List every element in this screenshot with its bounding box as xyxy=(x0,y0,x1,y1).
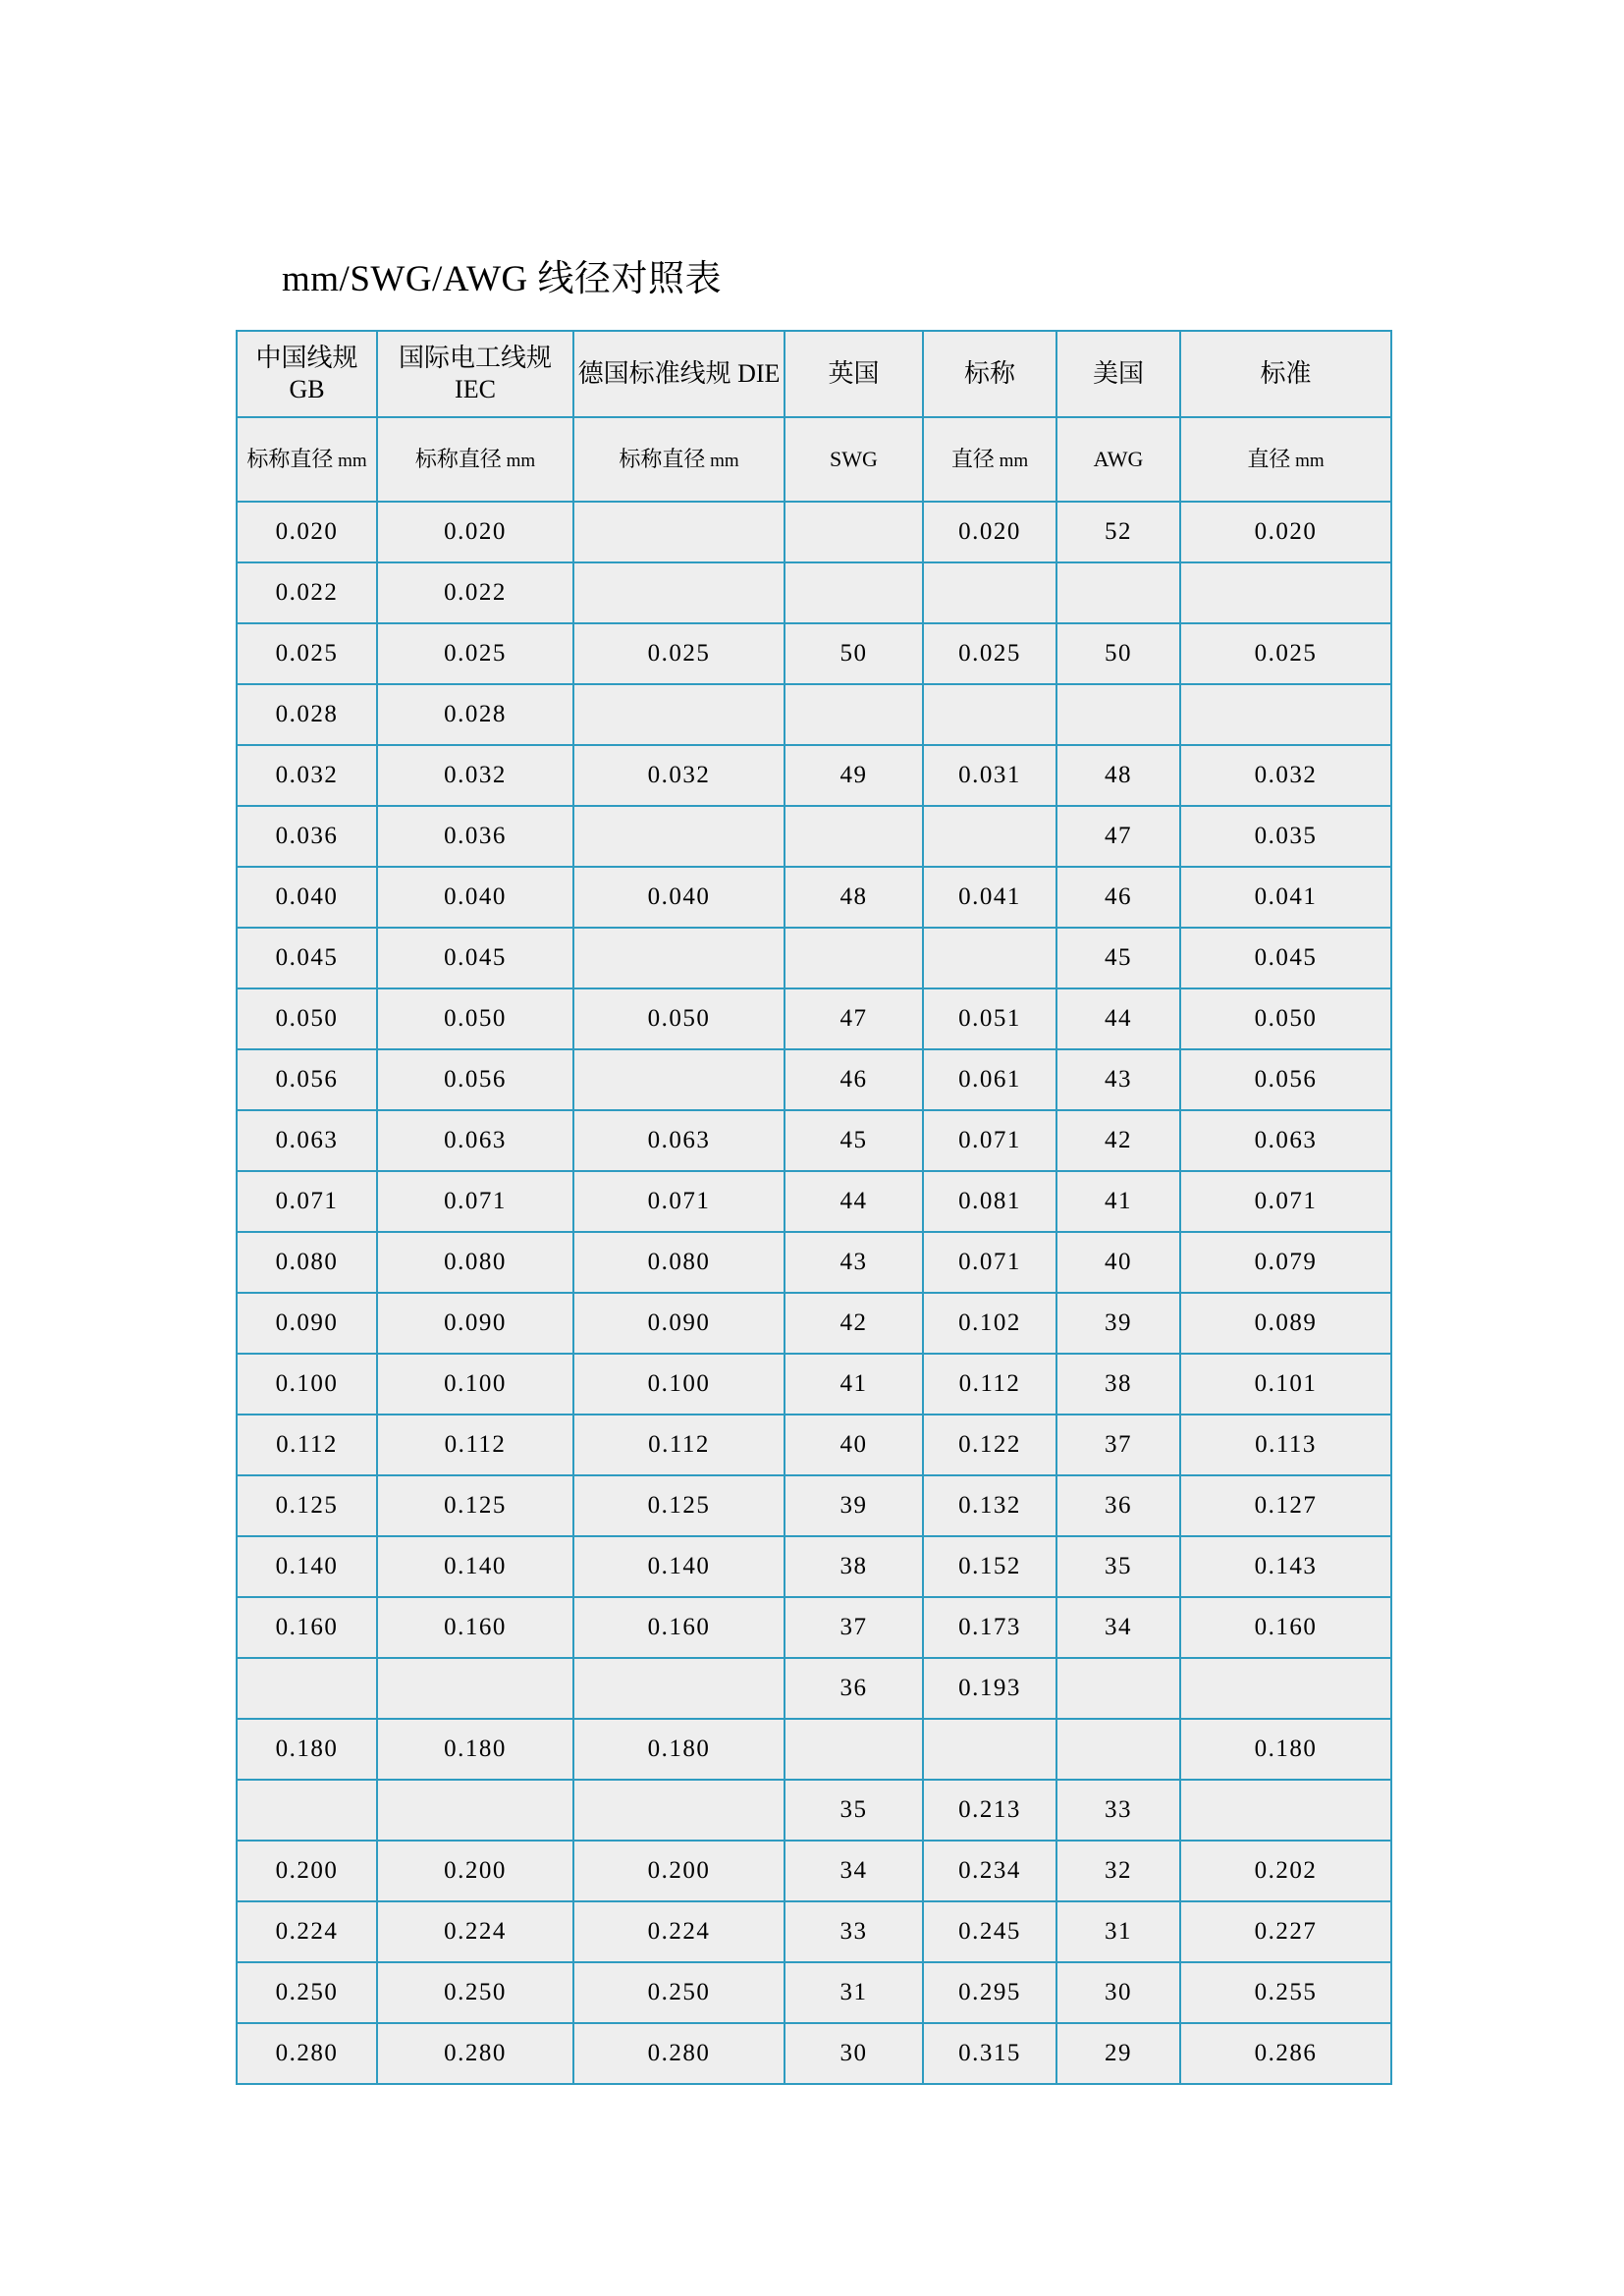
cell-standard: 0.050 xyxy=(1180,988,1391,1049)
cell-awg: 38 xyxy=(1056,1354,1180,1415)
cell-swg: 35 xyxy=(785,1780,923,1841)
subheader-standard-diameter: 直径 mm xyxy=(1180,417,1391,502)
cell-awg: 32 xyxy=(1056,1841,1180,1901)
cell-gb: 0.025 xyxy=(237,623,377,684)
table-row xyxy=(237,745,1391,806)
table-header-row-primary xyxy=(237,331,1391,417)
cell-awg: 40 xyxy=(1056,1232,1180,1293)
column-header-uk: 英国 xyxy=(785,331,923,417)
cell-gb: 0.224 xyxy=(237,1901,377,1962)
table-row xyxy=(237,1658,1391,1719)
column-header-die: 德国标准线规 DIE xyxy=(573,331,785,417)
cell-nominal xyxy=(923,1719,1056,1780)
cell-nominal: 0.152 xyxy=(923,1536,1056,1597)
table-row xyxy=(237,1049,1391,1110)
cell-swg: 36 xyxy=(785,1658,923,1719)
cell-swg xyxy=(785,684,923,745)
table-header-row-secondary xyxy=(237,417,1391,502)
cell-swg: 42 xyxy=(785,1293,923,1354)
cell-iec: 0.100 xyxy=(377,1354,573,1415)
cell-standard: 0.227 xyxy=(1180,1901,1391,1962)
cell-gb: 0.056 xyxy=(237,1049,377,1110)
cell-awg xyxy=(1056,562,1180,623)
cell-nominal xyxy=(923,684,1056,745)
table-row xyxy=(237,502,1391,562)
cell-iec: 0.056 xyxy=(377,1049,573,1110)
cell-iec: 0.063 xyxy=(377,1110,573,1171)
cell-swg xyxy=(785,562,923,623)
cell-gb xyxy=(237,1780,377,1841)
cell-die xyxy=(573,684,785,745)
table-row xyxy=(237,562,1391,623)
cell-iec: 0.025 xyxy=(377,623,573,684)
cell-swg xyxy=(785,502,923,562)
cell-iec: 0.160 xyxy=(377,1597,573,1658)
cell-die xyxy=(573,806,785,867)
table-row xyxy=(237,684,1391,745)
cell-die: 0.080 xyxy=(573,1232,785,1293)
cell-nominal: 0.025 xyxy=(923,623,1056,684)
cell-swg: 40 xyxy=(785,1415,923,1475)
cell-iec: 0.280 xyxy=(377,2023,573,2084)
cell-iec: 0.125 xyxy=(377,1475,573,1536)
cell-standard: 0.143 xyxy=(1180,1536,1391,1597)
cell-swg: 30 xyxy=(785,2023,923,2084)
subheader-awg: AWG xyxy=(1056,417,1180,502)
cell-nominal: 0.315 xyxy=(923,2023,1056,2084)
cell-gb: 0.040 xyxy=(237,867,377,928)
cell-gb: 0.032 xyxy=(237,745,377,806)
cell-gb: 0.200 xyxy=(237,1841,377,1901)
cell-standard: 0.127 xyxy=(1180,1475,1391,1536)
cell-nominal: 0.061 xyxy=(923,1049,1056,1110)
cell-gb: 0.140 xyxy=(237,1536,377,1597)
cell-iec: 0.028 xyxy=(377,684,573,745)
cell-awg: 39 xyxy=(1056,1293,1180,1354)
cell-die xyxy=(573,562,785,623)
cell-standard: 0.079 xyxy=(1180,1232,1391,1293)
table-row xyxy=(237,1232,1391,1293)
column-header-gb: 中国线规 GB xyxy=(237,331,377,417)
cell-swg: 33 xyxy=(785,1901,923,1962)
cell-nominal: 0.071 xyxy=(923,1232,1056,1293)
cell-gb: 0.100 xyxy=(237,1354,377,1415)
cell-swg: 44 xyxy=(785,1171,923,1232)
cell-swg: 39 xyxy=(785,1475,923,1536)
cell-swg xyxy=(785,928,923,988)
cell-swg: 41 xyxy=(785,1354,923,1415)
cell-standard: 0.041 xyxy=(1180,867,1391,928)
cell-swg: 49 xyxy=(785,745,923,806)
table-row xyxy=(237,623,1391,684)
cell-nominal: 0.031 xyxy=(923,745,1056,806)
table-row xyxy=(237,2023,1391,2084)
cell-iec: 0.080 xyxy=(377,1232,573,1293)
cell-die: 0.224 xyxy=(573,1901,785,1962)
column-header-standard: 标准 xyxy=(1180,331,1391,417)
cell-standard: 0.032 xyxy=(1180,745,1391,806)
cell-awg: 50 xyxy=(1056,623,1180,684)
cell-swg: 46 xyxy=(785,1049,923,1110)
cell-nominal: 0.234 xyxy=(923,1841,1056,1901)
table-row xyxy=(237,928,1391,988)
cell-standard: 0.202 xyxy=(1180,1841,1391,1901)
cell-die: 0.200 xyxy=(573,1841,785,1901)
cell-nominal: 0.102 xyxy=(923,1293,1056,1354)
table-row xyxy=(237,1354,1391,1415)
cell-standard: 0.089 xyxy=(1180,1293,1391,1354)
cell-gb xyxy=(237,1658,377,1719)
cell-standard xyxy=(1180,562,1391,623)
cell-die: 0.032 xyxy=(573,745,785,806)
cell-nominal: 0.173 xyxy=(923,1597,1056,1658)
cell-nominal: 0.213 xyxy=(923,1780,1056,1841)
cell-nominal: 0.081 xyxy=(923,1171,1056,1232)
cell-swg: 47 xyxy=(785,988,923,1049)
cell-swg: 38 xyxy=(785,1536,923,1597)
cell-iec: 0.090 xyxy=(377,1293,573,1354)
cell-nominal: 0.071 xyxy=(923,1110,1056,1171)
cell-gb: 0.080 xyxy=(237,1232,377,1293)
subheader-die-diameter: 标称直径 mm xyxy=(573,417,785,502)
cell-die: 0.250 xyxy=(573,1962,785,2023)
cell-iec: 0.032 xyxy=(377,745,573,806)
cell-nominal: 0.295 xyxy=(923,1962,1056,2023)
table-row xyxy=(237,867,1391,928)
table-row xyxy=(237,1719,1391,1780)
cell-iec: 0.045 xyxy=(377,928,573,988)
cell-awg: 35 xyxy=(1056,1536,1180,1597)
cell-standard: 0.063 xyxy=(1180,1110,1391,1171)
cell-awg: 41 xyxy=(1056,1171,1180,1232)
cell-iec: 0.224 xyxy=(377,1901,573,1962)
cell-gb: 0.028 xyxy=(237,684,377,745)
cell-standard: 0.020 xyxy=(1180,502,1391,562)
cell-die: 0.090 xyxy=(573,1293,785,1354)
table-row xyxy=(237,1415,1391,1475)
cell-swg: 43 xyxy=(785,1232,923,1293)
subheader-gb-diameter: 标称直径 mm xyxy=(237,417,377,502)
cell-nominal: 0.051 xyxy=(923,988,1056,1049)
cell-swg: 31 xyxy=(785,1962,923,2023)
cell-awg: 31 xyxy=(1056,1901,1180,1962)
cell-gb: 0.063 xyxy=(237,1110,377,1171)
column-header-usa: 美国 xyxy=(1056,331,1180,417)
table-row xyxy=(237,806,1391,867)
cell-gb: 0.050 xyxy=(237,988,377,1049)
cell-iec xyxy=(377,1658,573,1719)
cell-iec: 0.050 xyxy=(377,988,573,1049)
cell-die: 0.025 xyxy=(573,623,785,684)
cell-standard: 0.286 xyxy=(1180,2023,1391,2084)
cell-gb: 0.250 xyxy=(237,1962,377,2023)
cell-die: 0.125 xyxy=(573,1475,785,1536)
cell-awg: 48 xyxy=(1056,745,1180,806)
table-row xyxy=(237,1110,1391,1171)
cell-die xyxy=(573,1049,785,1110)
cell-nominal xyxy=(923,928,1056,988)
cell-swg: 37 xyxy=(785,1597,923,1658)
cell-awg xyxy=(1056,1658,1180,1719)
cell-iec xyxy=(377,1780,573,1841)
cell-iec: 0.022 xyxy=(377,562,573,623)
cell-iec: 0.250 xyxy=(377,1962,573,2023)
cell-iec: 0.140 xyxy=(377,1536,573,1597)
cell-nominal: 0.193 xyxy=(923,1658,1056,1719)
cell-gb: 0.112 xyxy=(237,1415,377,1475)
subheader-iec-diameter: 标称直径 mm xyxy=(377,417,573,502)
cell-awg: 34 xyxy=(1056,1597,1180,1658)
cell-standard: 0.113 xyxy=(1180,1415,1391,1475)
cell-standard: 0.180 xyxy=(1180,1719,1391,1780)
cell-die xyxy=(573,928,785,988)
cell-die: 0.280 xyxy=(573,2023,785,2084)
subheader-swg: SWG xyxy=(785,417,923,502)
cell-die xyxy=(573,1780,785,1841)
cell-awg: 43 xyxy=(1056,1049,1180,1110)
cell-swg xyxy=(785,1719,923,1780)
cell-die: 0.040 xyxy=(573,867,785,928)
cell-gb: 0.180 xyxy=(237,1719,377,1780)
cell-standard: 0.045 xyxy=(1180,928,1391,988)
cell-standard: 0.071 xyxy=(1180,1171,1391,1232)
cell-gb: 0.160 xyxy=(237,1597,377,1658)
cell-swg: 48 xyxy=(785,867,923,928)
table-row xyxy=(237,1536,1391,1597)
cell-awg: 46 xyxy=(1056,867,1180,928)
cell-standard: 0.025 xyxy=(1180,623,1391,684)
cell-gb: 0.090 xyxy=(237,1293,377,1354)
cell-swg: 50 xyxy=(785,623,923,684)
cell-awg xyxy=(1056,684,1180,745)
subheader-nominal-diameter: 直径 mm xyxy=(923,417,1056,502)
table-row xyxy=(237,1293,1391,1354)
wire-gauge-comparison-table xyxy=(236,330,1392,2085)
cell-swg xyxy=(785,806,923,867)
table-row xyxy=(237,1597,1391,1658)
cell-gb: 0.071 xyxy=(237,1171,377,1232)
table-body xyxy=(237,502,1391,2084)
cell-iec: 0.112 xyxy=(377,1415,573,1475)
cell-standard xyxy=(1180,1780,1391,1841)
cell-die: 0.160 xyxy=(573,1597,785,1658)
cell-standard: 0.255 xyxy=(1180,1962,1391,2023)
column-header-iec: 国际电工线规 IEC xyxy=(377,331,573,417)
cell-nominal xyxy=(923,562,1056,623)
cell-die: 0.140 xyxy=(573,1536,785,1597)
cell-nominal: 0.132 xyxy=(923,1475,1056,1536)
cell-iec: 0.020 xyxy=(377,502,573,562)
cell-standard xyxy=(1180,684,1391,745)
table-row xyxy=(237,988,1391,1049)
column-header-nominal: 标称 xyxy=(923,331,1056,417)
cell-awg: 42 xyxy=(1056,1110,1180,1171)
cell-awg: 44 xyxy=(1056,988,1180,1049)
cell-die: 0.063 xyxy=(573,1110,785,1171)
cell-nominal: 0.112 xyxy=(923,1354,1056,1415)
cell-gb: 0.125 xyxy=(237,1475,377,1536)
cell-awg: 47 xyxy=(1056,806,1180,867)
cell-gb: 0.280 xyxy=(237,2023,377,2084)
cell-standard: 0.101 xyxy=(1180,1354,1391,1415)
cell-awg: 30 xyxy=(1056,1962,1180,2023)
page-title: mm/SWG/AWG 线径对照表 xyxy=(282,258,722,299)
cell-swg: 34 xyxy=(785,1841,923,1901)
cell-awg: 36 xyxy=(1056,1475,1180,1536)
cell-die: 0.100 xyxy=(573,1354,785,1415)
cell-die xyxy=(573,502,785,562)
cell-nominal: 0.245 xyxy=(923,1901,1056,1962)
cell-standard: 0.035 xyxy=(1180,806,1391,867)
table-row xyxy=(237,1901,1391,1962)
cell-standard: 0.056 xyxy=(1180,1049,1391,1110)
cell-nominal xyxy=(923,806,1056,867)
cell-awg: 33 xyxy=(1056,1780,1180,1841)
table-row xyxy=(237,1475,1391,1536)
cell-die: 0.180 xyxy=(573,1719,785,1780)
cell-awg: 37 xyxy=(1056,1415,1180,1475)
cell-iec: 0.036 xyxy=(377,806,573,867)
table-row xyxy=(237,1780,1391,1841)
cell-die: 0.071 xyxy=(573,1171,785,1232)
table-row xyxy=(237,1962,1391,2023)
cell-iec: 0.071 xyxy=(377,1171,573,1232)
cell-die: 0.112 xyxy=(573,1415,785,1475)
cell-awg xyxy=(1056,1719,1180,1780)
cell-iec: 0.200 xyxy=(377,1841,573,1901)
cell-awg: 29 xyxy=(1056,2023,1180,2084)
cell-gb: 0.022 xyxy=(237,562,377,623)
cell-iec: 0.180 xyxy=(377,1719,573,1780)
cell-gb: 0.020 xyxy=(237,502,377,562)
cell-iec: 0.040 xyxy=(377,867,573,928)
cell-nominal: 0.041 xyxy=(923,867,1056,928)
cell-swg: 45 xyxy=(785,1110,923,1171)
cell-standard: 0.160 xyxy=(1180,1597,1391,1658)
table-row xyxy=(237,1841,1391,1901)
cell-gb: 0.036 xyxy=(237,806,377,867)
cell-gb: 0.045 xyxy=(237,928,377,988)
cell-awg: 45 xyxy=(1056,928,1180,988)
cell-nominal: 0.020 xyxy=(923,502,1056,562)
cell-nominal: 0.122 xyxy=(923,1415,1056,1475)
cell-die: 0.050 xyxy=(573,988,785,1049)
table-row xyxy=(237,1171,1391,1232)
cell-die xyxy=(573,1658,785,1719)
cell-awg: 52 xyxy=(1056,502,1180,562)
cell-standard xyxy=(1180,1658,1391,1719)
